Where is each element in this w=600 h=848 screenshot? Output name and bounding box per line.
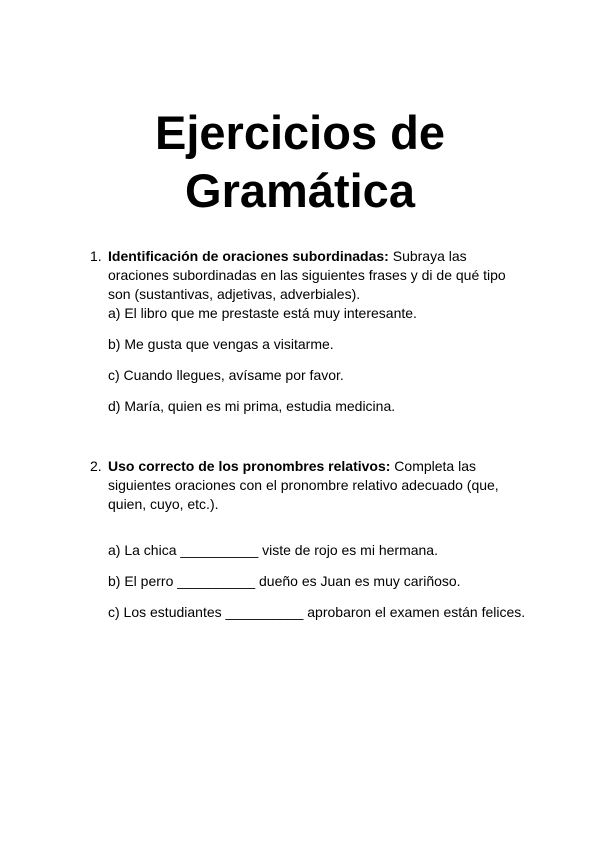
page-title-line-2: Gramática bbox=[185, 164, 415, 217]
exercise-heading: Identificación de oraciones subordinadas: bbox=[108, 248, 389, 264]
exercise-instructions bbox=[108, 247, 530, 304]
exercise-item: a) El libro que me prestaste está muy interesante. bbox=[108, 305, 417, 321]
exercise-instructions-text: Subraya las oraciones subordinadas en las siguientes frases y di de qué tipo son (sustantivas, adjetivas, adverbiales). bbox=[108, 248, 506, 302]
exercise-instructions bbox=[108, 457, 530, 514]
exercise-item: a) La chica __________ viste de rojo es mi hermana. bbox=[108, 542, 438, 558]
exercise-instructions-text: Completa las siguientes oraciones con el pronombre relativo adecuado (que, quien, cuyo, etc.). bbox=[108, 458, 499, 512]
exercise-number: 1. bbox=[90, 248, 102, 264]
exercise-item: c) Los estudiantes __________ aprobaron el examen están felices. bbox=[108, 604, 526, 620]
exercise-body bbox=[108, 457, 530, 622]
exercise-item: b) El perro __________ dueño es Juan es muy cariñoso. bbox=[108, 573, 461, 589]
page-title-line-1: Ejercicios de bbox=[155, 106, 445, 159]
exercise-heading: Uso correcto de los pronombres relativos: bbox=[108, 458, 391, 474]
exercise-item: d) María, quien es mi prima, estudia medicina. bbox=[108, 398, 396, 414]
exercise-body bbox=[108, 247, 530, 416]
exercise-item: c) Cuando llegues, avísame por favor. bbox=[108, 367, 344, 383]
exercise-1 bbox=[90, 247, 530, 416]
exercise-number: 2. bbox=[90, 458, 102, 474]
exercise-2 bbox=[90, 457, 530, 622]
page-title bbox=[0, 104, 600, 220]
exercise-item: b) Me gusta que vengas a visitarme. bbox=[108, 336, 334, 352]
